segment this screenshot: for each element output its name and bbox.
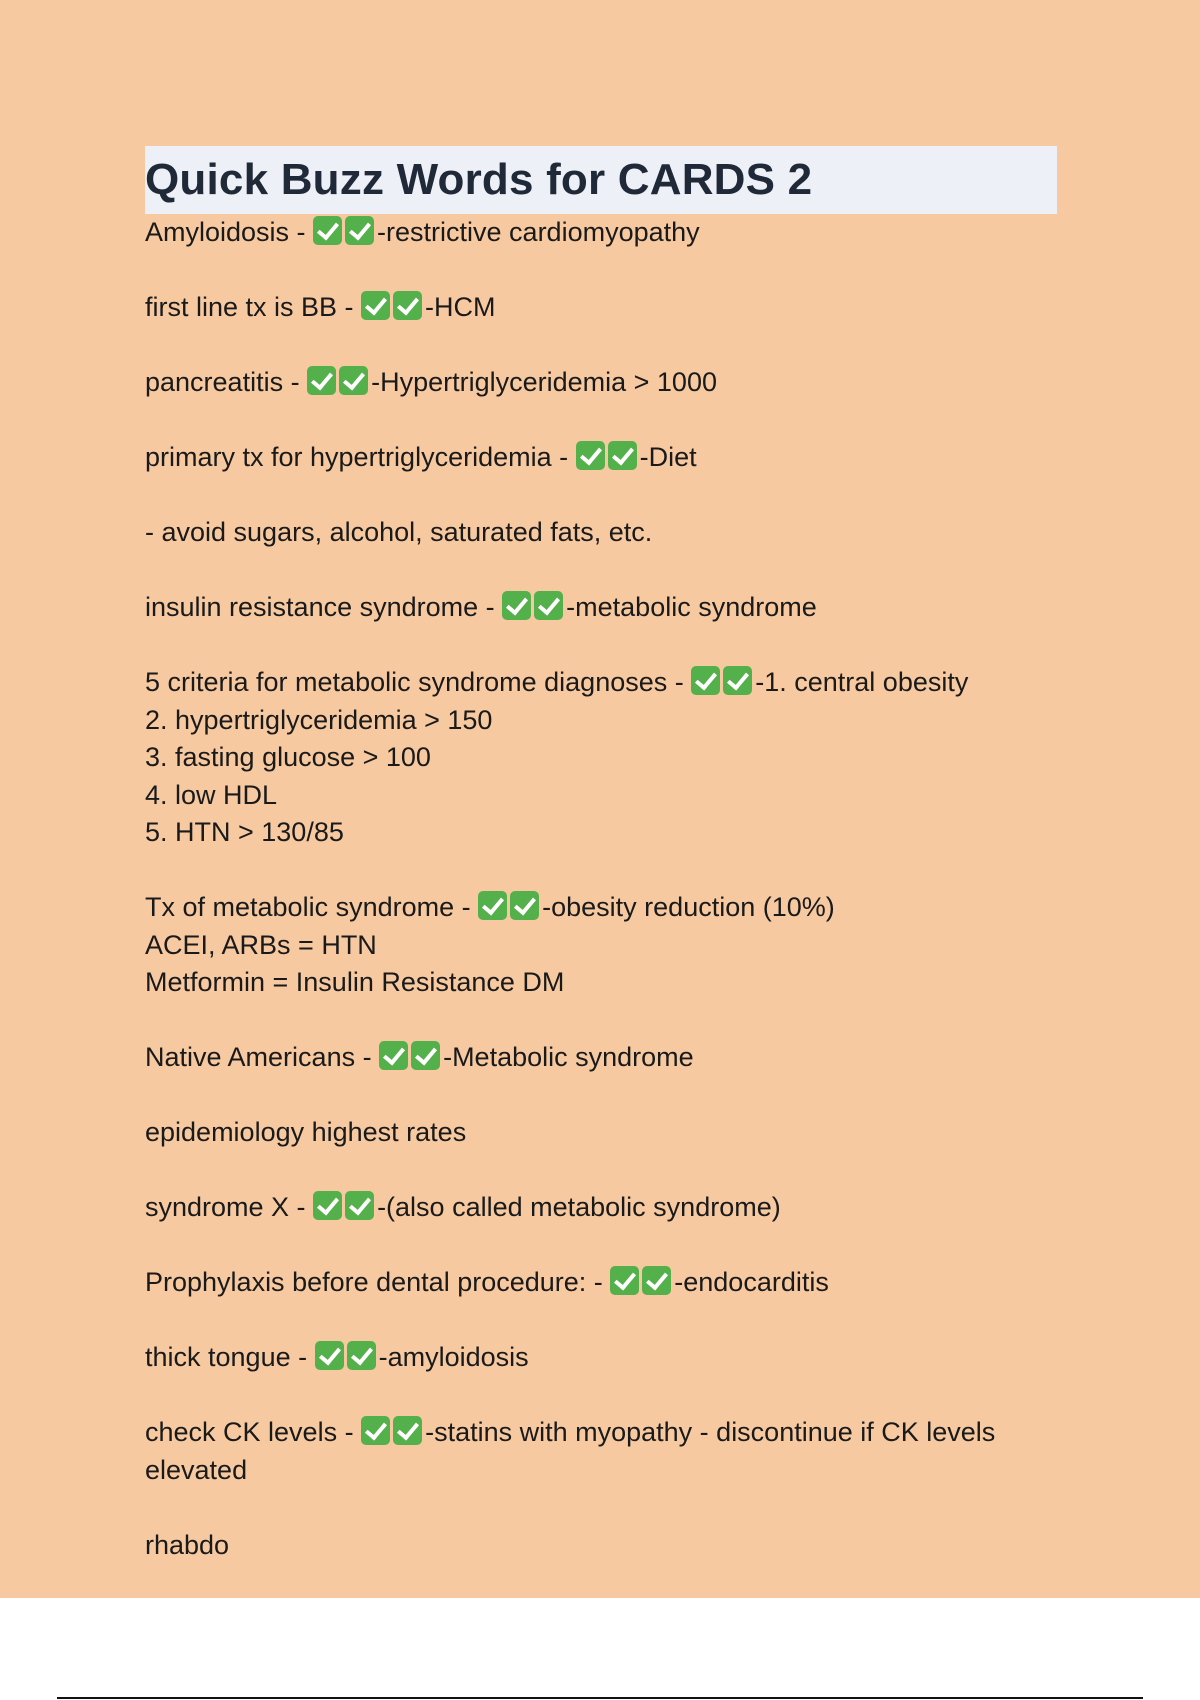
flashcard-term: Amyloidosis - <box>145 217 314 247</box>
note-line: - avoid sugars, alcohol, saturated fats, etc. <box>145 517 653 547</box>
flashcard-extra-line: Metformin = Insulin Resistance DM <box>145 967 565 997</box>
flashcard-term: thick tongue - <box>145 1342 315 1372</box>
flashcard-answer: -metabolic syndrome <box>566 592 817 622</box>
check-mark-icon <box>361 291 390 320</box>
check-mark-icon <box>393 291 422 320</box>
page-title: Quick Buzz Words for CARDS 2 <box>145 155 813 204</box>
check-mark-icon <box>345 1191 374 1220</box>
check-mark-icon <box>339 366 368 395</box>
note-line: epidemiology highest rates <box>145 1117 467 1147</box>
check-mark-icon <box>313 1191 342 1220</box>
flashcard-entry <box>145 1189 1057 1227</box>
check-mark-icon <box>502 591 531 620</box>
check-mark-icon <box>723 666 752 695</box>
footer-divider <box>57 1697 1143 1699</box>
title-bar <box>145 146 1057 214</box>
flashcard-entry <box>145 1039 1057 1077</box>
flashcard-term: syndrome X - <box>145 1192 314 1222</box>
flashcard-extra-line: 4. low HDL <box>145 779 278 810</box>
flashcard-answer: -restrictive cardiomyopathy <box>377 217 700 247</box>
flashcard-term: Prophylaxis before dental procedure: - <box>145 1267 611 1297</box>
flashcard-answer: -Metabolic syndrome <box>443 1042 694 1072</box>
flashcard-entry <box>145 439 1057 477</box>
flashcard-term: insulin resistance syndrome - <box>145 592 503 622</box>
check-mark-icon <box>691 666 720 695</box>
flashcard-term: check CK levels - <box>145 1417 362 1447</box>
flashcard-first-line <box>145 889 1057 927</box>
check-mark-icon <box>347 1341 376 1370</box>
flashcard-term: first line tx is BB - <box>145 292 362 322</box>
flashcard-answer: -(also called metabolic syndrome) <box>377 1192 781 1222</box>
flashcard-answer: -Diet <box>639 442 697 472</box>
check-mark-icon <box>576 441 605 470</box>
flashcard-answer: -statins with myopathy - discontinue if CK levels elevated <box>145 1417 996 1485</box>
flashcard-answer: -amyloidosis <box>378 1342 529 1372</box>
flashcard-first-line <box>145 664 1057 702</box>
flashcard-term: Native Americans - <box>145 1042 380 1072</box>
flashcard-term: pancreatitis - <box>145 367 308 397</box>
flashcard-answer: -HCM <box>425 292 496 322</box>
flashcard-extra-line: 5. HTN > 130/85 <box>145 817 344 847</box>
check-mark-icon <box>534 591 563 620</box>
check-mark-icon <box>393 1416 422 1445</box>
check-mark-icon <box>307 366 336 395</box>
flashcard-entry <box>145 1339 1057 1377</box>
note-line: rhabdo <box>145 1529 230 1560</box>
flashcard-term: primary tx for hypertriglyceridemia - <box>145 442 576 472</box>
flashcard-entry <box>145 1264 1057 1302</box>
flashcard-entry <box>145 214 1057 252</box>
check-mark-icon <box>411 1041 440 1070</box>
flashcard-entry <box>145 289 1057 327</box>
check-mark-icon <box>478 891 507 920</box>
document-content <box>145 146 1057 1602</box>
check-mark-icon <box>361 1416 390 1445</box>
flashcard-extra-line: 2. hypertriglyceridemia > 150 <box>145 704 493 735</box>
flashcard-answer: -Hypertriglyceridemia > 1000 <box>371 367 717 397</box>
flashcard-extra-line: 3. fasting glucose > 100 <box>145 742 431 772</box>
flashcard-answer: -1. central obesity <box>755 667 969 697</box>
flashcard-entry <box>145 1414 1057 1489</box>
flashcard-answer: -obesity reduction (10%) <box>542 892 835 922</box>
check-mark-icon <box>315 1341 344 1370</box>
flashcard-answer: -endocarditis <box>674 1267 829 1297</box>
flashcard-term: 5 criteria for metabolic syndrome diagnoses - <box>145 667 692 697</box>
check-mark-icon <box>379 1041 408 1070</box>
check-mark-icon <box>608 441 637 470</box>
check-mark-icon <box>642 1266 671 1295</box>
flashcard-entry <box>145 664 1057 852</box>
check-mark-icon <box>510 891 539 920</box>
check-mark-icon <box>345 216 374 245</box>
check-mark-icon <box>313 216 342 245</box>
check-mark-icon <box>610 1266 639 1295</box>
flashcard-entry <box>145 364 1057 402</box>
flashcard-entry <box>145 589 1057 627</box>
flashcard-term: Tx of metabolic syndrome - <box>145 892 479 922</box>
flashcard-entry <box>145 889 1057 1002</box>
flashcard-extra-line: ACEI, ARBs = HTN <box>145 929 377 960</box>
